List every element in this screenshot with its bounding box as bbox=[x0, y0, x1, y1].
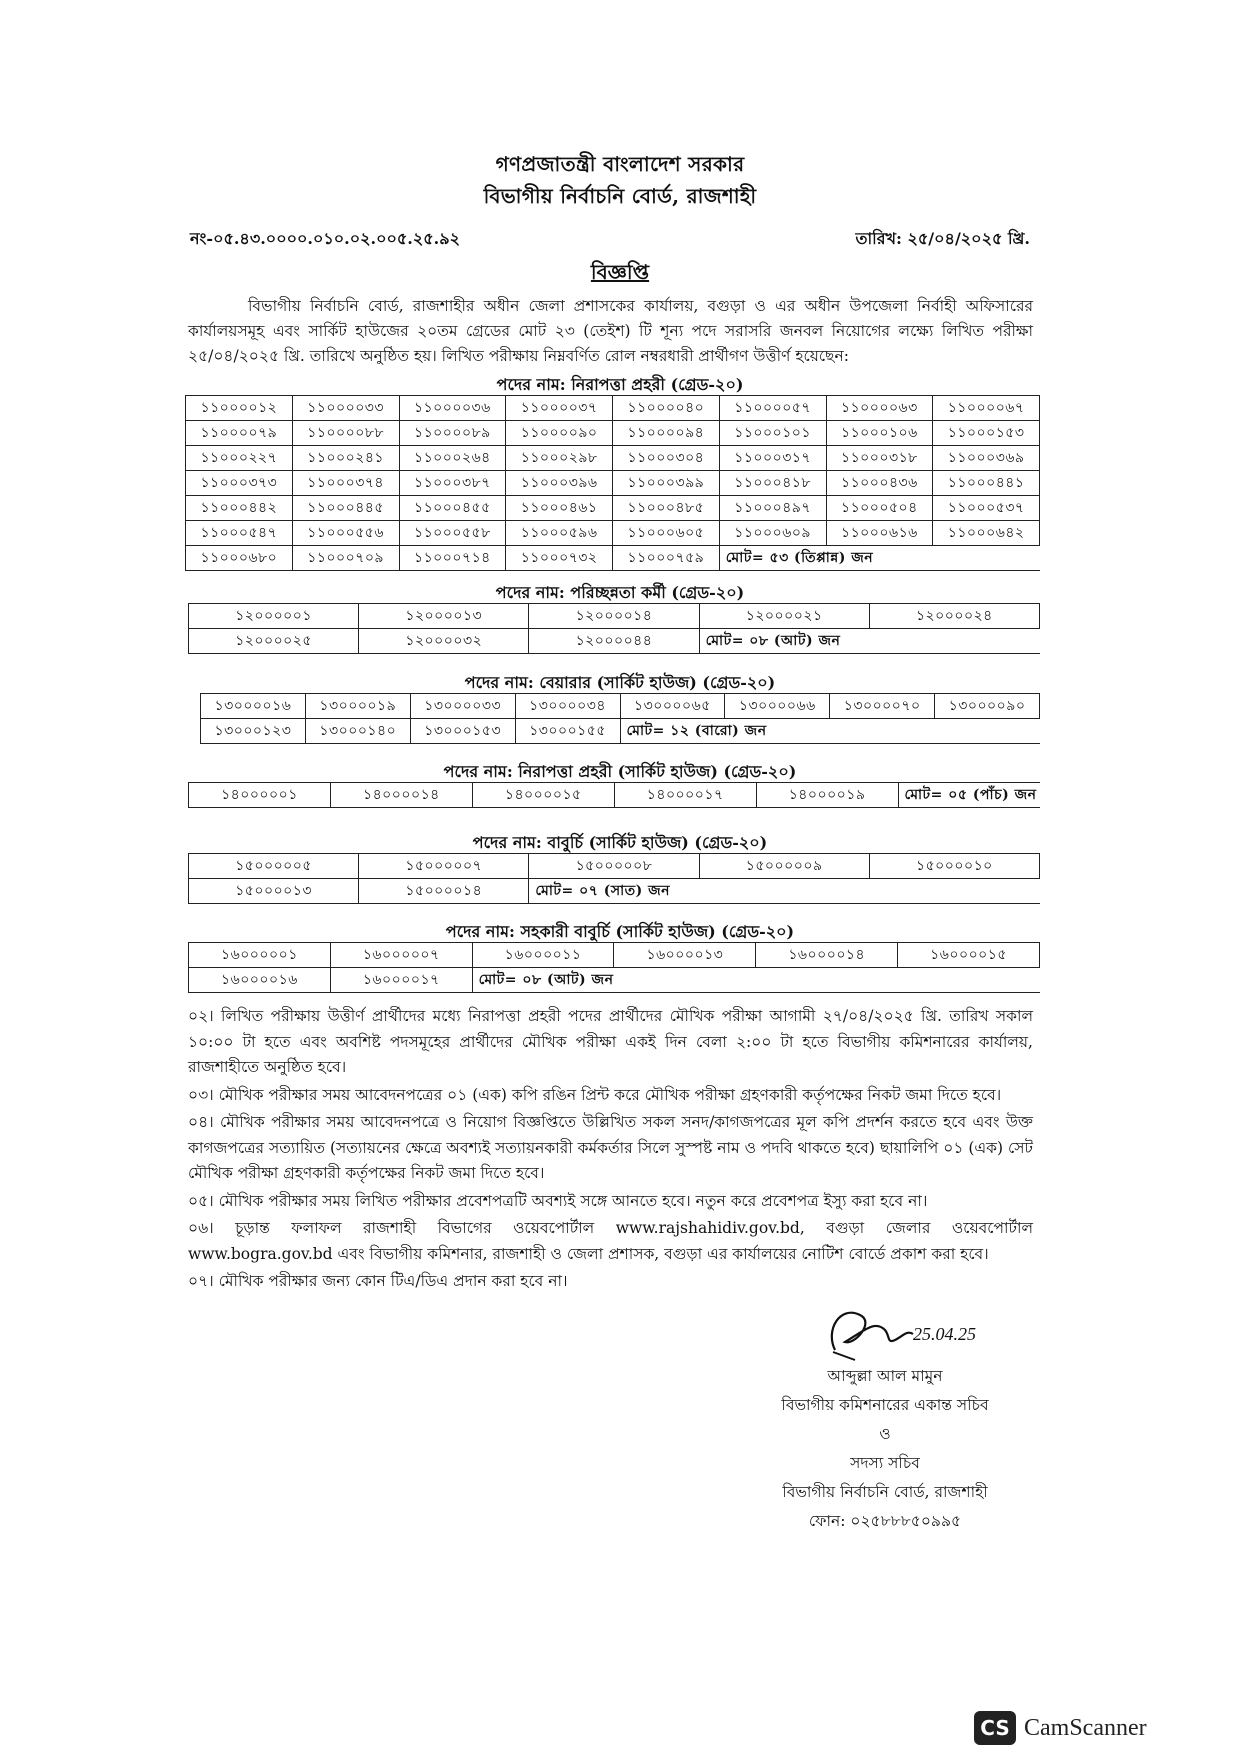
roll-number-cell: ১১০০০০৫৭ bbox=[719, 396, 826, 421]
table-row bbox=[201, 719, 1040, 744]
roll-number-cell: ১১০০০৭১৪ bbox=[399, 546, 506, 571]
signatory-conjunction: ও bbox=[879, 1425, 891, 1443]
roll-number-cell: ১৩০০০১২৩ bbox=[201, 719, 306, 744]
table-row bbox=[186, 471, 1040, 496]
roll-table-bearer bbox=[200, 693, 1040, 744]
roll-number-cell: ১১০০০০৩৭ bbox=[506, 396, 613, 421]
signatory-name: আব্দুল্লা আল মামুন bbox=[827, 1367, 943, 1385]
camscanner-watermark bbox=[974, 1711, 1147, 1745]
roll-number-cell: ১১০০০২৪১ bbox=[292, 446, 399, 471]
roll-number-cell: ১১০০০৩৬৯ bbox=[933, 446, 1040, 471]
clause-06: ০৬। চূড়ান্ত ফলাফল রাজশাহী বিভাগের ওয়েবপোর্টাল www.rajshahidiv.gov.bd, বগুড়া জেলার ওয়েবপোর্টাল www.bogra.gov.bd এবং বিভাগীয় কমিশনার, রাজশাহী ও জেলা প্রশাসক, বগুড়া এর কার্যালয়ের নোটিশ বোর্ডে প্রকাশ করা হবে। bbox=[188, 1219, 1033, 1263]
table-row bbox=[189, 968, 1040, 993]
roll-number-cell: ১৫০০০০০৭ bbox=[359, 854, 529, 879]
post-title-bearer: পদের নাম: বেয়ারার (সার্কিট হাউজ) (গ্রেড-২০) bbox=[464, 673, 776, 692]
total-count: মোট= ০৫ (পাঁচ) জন bbox=[898, 783, 1040, 808]
roll-number-cell: ১৬০০০০১৬ bbox=[189, 968, 331, 993]
roll-number-cell: ১১০০০৭৫৯ bbox=[613, 546, 720, 571]
roll-table-cook bbox=[188, 853, 1040, 904]
roll-number-cell: ১৩০০০০৭০ bbox=[830, 694, 935, 719]
roll-number-cell: ১১০০০২৯৮ bbox=[506, 446, 613, 471]
roll-number-cell: ১১০০০৩৭৪ bbox=[292, 471, 399, 496]
roll-number-cell: ১৩০০০০১৬ bbox=[201, 694, 306, 719]
roll-number-cell: ১১০০০০৩৩ bbox=[292, 396, 399, 421]
roll-number-cell: ১১০০০৪৫৫ bbox=[399, 496, 506, 521]
post-title-assistant-cook: পদের নাম: সহকারী বাবুর্চি (সার্কিট হাউজ) (গ্রেড-২০) bbox=[445, 922, 795, 941]
table-row bbox=[189, 629, 1040, 654]
roll-number-cell: ১১০০০০১২ bbox=[186, 396, 293, 421]
roll-number-cell: ১৬০০০০১৫ bbox=[898, 943, 1040, 968]
camscanner-logo-icon: CS bbox=[974, 1711, 1016, 1745]
roll-number-cell: ১১০০০৭০৯ bbox=[292, 546, 399, 571]
memo-date: তারিখ: ২৫/০৪/২০২৫ খ্রি. bbox=[855, 229, 1030, 248]
camscanner-text: CamScanner bbox=[1024, 1714, 1147, 1741]
roll-number-cell: ১১০০০০৮৯ bbox=[399, 421, 506, 446]
roll-number-cell: ১৫০০০০১০ bbox=[869, 854, 1039, 879]
clause-04: ০৪। মৌখিক পরীক্ষার সময় আবেদনপত্রে ও নিয়োগ বিজ্ঞপ্তিতে উল্লিখিত সকল সনদ/কাগজপত্রের মূল কপি প্রদর্শন করতে হবে এবং উক্ত কাগজপত্রের সত্যায়িত (সত্যায়নের ক্ষেত্রে অবশ্যই সত্যায়নকারী কর্মকর্তার সিলে সুস্পষ্ট নাম ও পদবি থাকতে হবে) ছায়ালিপি ০১ (এক) সেট মৌখিক পরীক্ষা গ্রহণকারী কর্তৃপক্ষের নিকট জমা দিতে হবে। bbox=[188, 1113, 1033, 1182]
roll-number-cell: ১১০০০৪৪২ bbox=[186, 496, 293, 521]
roll-number-cell: ১১০০০২৬৪ bbox=[399, 446, 506, 471]
roll-number-cell: ১২০০০০২৫ bbox=[189, 629, 359, 654]
roll-number-cell: ১৫০০০০১৪ bbox=[359, 879, 529, 904]
table-row bbox=[186, 421, 1040, 446]
roll-number-cell: ১২০০০০১৪ bbox=[529, 604, 699, 629]
roll-number-cell: ১৪০০০০১৫ bbox=[472, 783, 614, 808]
roll-number-cell: ১৩০০০০৩৩ bbox=[410, 694, 515, 719]
roll-number-cell: ১১০০০০৮৮ bbox=[292, 421, 399, 446]
signatory-designation-1: বিভাগীয় কমিশনারের একান্ত সচিব bbox=[781, 1396, 989, 1414]
roll-number-cell: ১১০০০০৩৬ bbox=[399, 396, 506, 421]
signatory-designation-3: বিভাগীয় নির্বাচনি বোর্ড, রাজশাহী bbox=[782, 1483, 988, 1501]
roll-number-cell: ১১০০০৬১৬ bbox=[826, 521, 933, 546]
roll-number-cell: ১১০০০০৬৭ bbox=[933, 396, 1040, 421]
roll-number-cell: ১৬০০০০১৭ bbox=[330, 968, 472, 993]
roll-number-cell: ১১০০০১০১ bbox=[719, 421, 826, 446]
roll-number-cell: ১২০০০০২১ bbox=[699, 604, 869, 629]
roll-table-cleaner bbox=[188, 603, 1040, 654]
roll-number-cell: ১১০০০৩৯৯ bbox=[613, 471, 720, 496]
clause-02: ০২। লিখিত পরীক্ষায় উত্তীর্ণ প্রার্থীদের মধ্যে নিরাপত্তা প্রহরী পদের প্রার্থীদের মৌখিক পরীক্ষা আগামী ২৭/০৪/২০২৫ খ্রি. তারিখ সকাল ১০:০০ টা হতে এবং অবশিষ্ট পদসমূহের প্রার্থীদের মৌখিক পরীক্ষা একই দিন বেলা ২:০০ টা হতে বিভাগীয় কমিশনারের কার্যালয়, রাজশাহীতে অনুষ্ঠিত হবে। bbox=[188, 1007, 1033, 1076]
table-row bbox=[186, 396, 1040, 421]
table-row bbox=[186, 521, 1040, 546]
roll-number-cell: ১১০০০৬০৫ bbox=[613, 521, 720, 546]
roll-number-cell: ১২০০০০২৪ bbox=[869, 604, 1039, 629]
roll-number-cell: ১১০০০৫০৪ bbox=[826, 496, 933, 521]
roll-number-cell: ১৩০০০০১৯ bbox=[305, 694, 410, 719]
post-title-security-guard: পদের নাম: নিরাপত্তা প্রহরী (গ্রেড-২০) bbox=[496, 375, 744, 394]
handwritten-signature bbox=[815, 1300, 995, 1370]
roll-number-cell: ১৪০০০০০১ bbox=[189, 783, 331, 808]
intro-paragraph: বিভাগীয় নির্বাচনি বোর্ড, রাজশাহীর অধীন জেলা প্রশাসকের কার্যালয়, বগুড়া ও এর অধীন উপজেলা নির্বাহী অফিসারের কার্যালয়সমূহ এবং সার্কিট হাউজের ২০তম গ্রেডের মোট ২৩ (তেইশ) টি শূন্য পদে সরাসরি জনবল নিয়োগের লক্ষ্যে লিখিত পরীক্ষা ২৫/০৪/২০২৫ খ্রি. তারিখে অনুষ্ঠিত হয়। লিখিত পরীক্ষায় নিম্নবর্ণিত রোল নম্বরধারী প্রার্থীগণ উত্তীর্ণ হয়েছেন: bbox=[188, 297, 1033, 365]
roll-number-cell: ১১০০০১০৬ bbox=[826, 421, 933, 446]
document-header bbox=[0, 148, 1240, 212]
roll-number-cell: ১৫০০০০০৯ bbox=[699, 854, 869, 879]
roll-table-circuit-house-guard bbox=[188, 782, 1040, 808]
roll-number-cell: ১৩০০০১৪০ bbox=[305, 719, 410, 744]
roll-number-cell: ১১০০০৫৯৬ bbox=[506, 521, 613, 546]
roll-number-cell: ১১০০০৫৫৮ bbox=[399, 521, 506, 546]
total-count: মোট= ১২ (বারো) জন bbox=[620, 719, 1040, 744]
notice-title-text: বিজ্ঞপ্তি bbox=[590, 260, 650, 284]
roll-number-cell: ১৩০০০০৩৪ bbox=[515, 694, 620, 719]
table-row bbox=[189, 854, 1040, 879]
roll-number-cell: ১১০০০৩৯৬ bbox=[506, 471, 613, 496]
roll-number-cell: ১২০০০০৪৪ bbox=[529, 629, 699, 654]
roll-number-cell: ১৬০০০০০১ bbox=[189, 943, 331, 968]
total-count: মোট= ০৭ (সাত) জন bbox=[529, 879, 1040, 904]
roll-table-security-guard bbox=[185, 395, 1040, 571]
roll-number-cell: ১১০০০৬৮০ bbox=[186, 546, 293, 571]
roll-number-cell: ১৩০০০১৫৫ bbox=[515, 719, 620, 744]
signatory-phone: ফোন: ০২৫৮৮৮৫০৯৯৫ bbox=[808, 1512, 962, 1530]
notice-title bbox=[0, 258, 1240, 291]
roll-number-cell: ১১০০০৫৫৬ bbox=[292, 521, 399, 546]
roll-number-cell: ১১০০০২২৭ bbox=[186, 446, 293, 471]
roll-number-cell: ১১০০০০৭৯ bbox=[186, 421, 293, 446]
roll-number-cell: ১১০০০০৪০ bbox=[613, 396, 720, 421]
table-row bbox=[189, 879, 1040, 904]
roll-number-cell: ১৬০০০০১৪ bbox=[756, 943, 898, 968]
post-title-cleaner: পদের নাম: পরিচ্ছন্নতা কর্মী (গ্রেড-২০) bbox=[495, 583, 745, 602]
roll-number-cell: ১১০০০৫৪৭ bbox=[186, 521, 293, 546]
roll-number-cell: ১১০০০১৫৩ bbox=[933, 421, 1040, 446]
roll-number-cell: ১৬০০০০১৩ bbox=[614, 943, 756, 968]
table-row bbox=[186, 496, 1040, 521]
signatory-designation-2: সদস্য সচিব bbox=[850, 1454, 920, 1472]
roll-number-cell: ১১০০০৫৩৭ bbox=[933, 496, 1040, 521]
roll-number-cell: ১১০০০৩১৭ bbox=[719, 446, 826, 471]
board-name: বিভাগীয় নির্বাচনি বোর্ড, রাজশাহী bbox=[483, 184, 757, 208]
roll-number-cell: ১২০০০০৩২ bbox=[359, 629, 529, 654]
roll-number-cell: ১৩০০০০৬৫ bbox=[620, 694, 725, 719]
table-row bbox=[186, 546, 1040, 571]
roll-number-cell: ১৩০০০১৫৩ bbox=[410, 719, 515, 744]
roll-number-cell: ১১০০০৬০৯ bbox=[719, 521, 826, 546]
roll-number-cell: ১২০০০০০১ bbox=[189, 604, 359, 629]
roll-number-cell: ১৪০০০০১৯ bbox=[756, 783, 898, 808]
roll-number-cell: ১৬০০০০১১ bbox=[472, 943, 614, 968]
roll-number-cell: ১২০০০০১৩ bbox=[359, 604, 529, 629]
table-row bbox=[189, 783, 1041, 808]
roll-number-cell: ১১০০০০৯৪ bbox=[613, 421, 720, 446]
roll-number-cell: ১১০০০৪৬১ bbox=[506, 496, 613, 521]
roll-number-cell: ১১০০০৪৮৫ bbox=[613, 496, 720, 521]
total-count: মোট= ০৮ (আট) জন bbox=[699, 629, 1039, 654]
roll-number-cell: ১১০০০৩০৪ bbox=[613, 446, 720, 471]
table-row bbox=[201, 694, 1040, 719]
roll-number-cell: ১৫০০০০০৫ bbox=[189, 854, 359, 879]
roll-number-cell: ১৫০০০০০৮ bbox=[529, 854, 699, 879]
roll-number-cell: ১১০০০৩৭৩ bbox=[186, 471, 293, 496]
roll-number-cell: ১৬০০০০০৭ bbox=[330, 943, 472, 968]
roll-number-cell: ১১০০০৪৯৭ bbox=[719, 496, 826, 521]
table-row bbox=[186, 446, 1040, 471]
roll-number-cell: ১১০০০৪১৮ bbox=[719, 471, 826, 496]
roll-number-cell: ১১০০০৪৩৬ bbox=[826, 471, 933, 496]
signatory-block bbox=[700, 1362, 1070, 1536]
roll-number-cell: ১৪০০০০১৭ bbox=[614, 783, 756, 808]
roll-number-cell: ১৩০০০০৯০ bbox=[935, 694, 1040, 719]
memo-number: নং-০৫.৪৩.০০০০.০১০.০২.০০৫.২৫.৯২ bbox=[190, 229, 461, 248]
clause-07: ০৭। মৌখিক পরীক্ষার জন্য কোন টিএ/ডিএ প্রদান করা হবে না। bbox=[188, 1272, 568, 1290]
roll-number-cell: ১১০০০৩১৮ bbox=[826, 446, 933, 471]
roll-number-cell: ১১০০০৪৪১ bbox=[933, 471, 1040, 496]
table-row bbox=[189, 604, 1040, 629]
signature-date: 25.04.25 bbox=[913, 1324, 976, 1344]
roll-number-cell: ১৩০০০০৬৬ bbox=[725, 694, 830, 719]
government-name: গণপ্রজাতন্ত্রী বাংলাদেশ সরকার bbox=[495, 152, 745, 176]
total-count: মোট= ০৮ (আট) জন bbox=[472, 968, 1039, 993]
clause-05: ০৫। মৌখিক পরীক্ষার সময় লিখিত পরীক্ষার প্রবেশপত্রটি অবশ্যই সঙ্গে আনতে হবে। নতুন করে প্রবেশপত্র ইস্যু করা হবে না। bbox=[188, 1191, 928, 1210]
instruction-clauses bbox=[188, 1004, 1033, 1297]
roll-number-cell: ১১০০০০৬৩ bbox=[826, 396, 933, 421]
roll-number-cell: ১১০০০৭৩২ bbox=[506, 546, 613, 571]
roll-number-cell: ১১০০০৬৪২ bbox=[933, 521, 1040, 546]
roll-number-cell: ১৪০০০০১৪ bbox=[330, 783, 472, 808]
roll-number-cell: ১১০০০৩৮৭ bbox=[399, 471, 506, 496]
roll-number-cell: ১১০০০০৯০ bbox=[506, 421, 613, 446]
post-title-cook: পদের নাম: বাবুর্চি (সার্কিট হাউজ) (গ্রেড-২০) bbox=[472, 833, 768, 852]
total-count: মোট= ৫৩ (তিপ্পান্ন) জন bbox=[719, 546, 1039, 571]
post-title-circuit-house-guard: পদের নাম: নিরাপত্তা প্রহরী (সার্কিট হাউজ) (গ্রেড-২০) bbox=[443, 762, 797, 781]
roll-number-cell: ১১০০০৪৪৫ bbox=[292, 496, 399, 521]
table-row bbox=[189, 943, 1040, 968]
roll-number-cell: ১৫০০০০১৩ bbox=[189, 879, 359, 904]
roll-table-assistant-cook bbox=[188, 942, 1040, 993]
clause-03: ০৩। মৌখিক পরীক্ষার সময় আবেদনপত্রের ০১ (এক) কপি রঙিন প্রিন্ট করে মৌখিক পরীক্ষা গ্রহণকারী কর্তৃপক্ষের নিকট জমা দিতে হবে। bbox=[188, 1085, 1002, 1104]
